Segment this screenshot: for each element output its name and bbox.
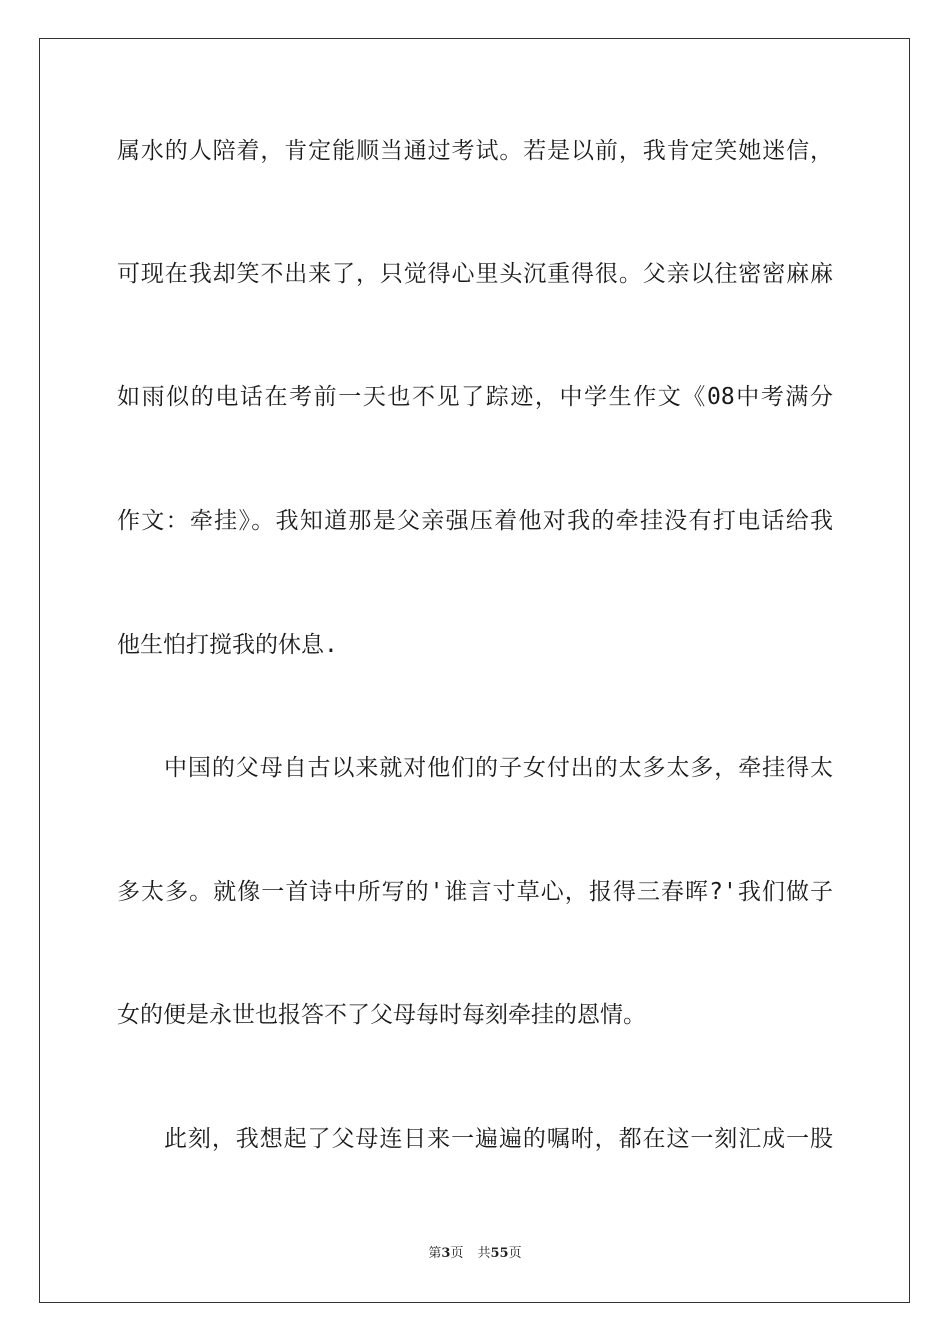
paragraph-line-1: 属水的人陪着，肯定能顺当通过考试。若是以前，我肯定笑她迷信， bbox=[117, 138, 833, 164]
page-footer bbox=[0, 1245, 950, 1263]
footer-total-prefix: 共 bbox=[477, 1246, 491, 1261]
paragraph-line-2: 可现在我却笑不出来了，只觉得心里头沉重得很。父亲以往密密麻麻 bbox=[117, 261, 833, 287]
footer-total-pages: 55 bbox=[490, 1246, 509, 1261]
footer-page-number: 3 bbox=[441, 1246, 451, 1261]
paragraph-line-9: 此刻，我想起了父母连日来一遍遍的嘱咐，都在这一刻汇成一股 bbox=[164, 1126, 833, 1152]
footer-total-suffix: 页 bbox=[508, 1246, 522, 1261]
paragraph-line-3: 如雨似的电话在考前一天也不见了踪迹，中学生作文《08中考满分 bbox=[117, 384, 833, 410]
paragraph-line-4: 作文：牵挂》。我知道那是父亲强压着他对我的牵挂没有打电话给我 bbox=[117, 508, 833, 534]
paragraph-line-7: 多太多。就像一首诗中所写的'谁言寸草心，报得三春晖?'我们做子 bbox=[117, 879, 833, 905]
paragraph-line-6: 中国的父母自古以来就对他们的子女付出的太多太多，牵挂得太 bbox=[164, 755, 833, 781]
paragraph-line-5: 他生怕打搅我的休息. bbox=[117, 632, 338, 658]
footer-page-suffix: 页 bbox=[450, 1246, 464, 1261]
footer-page-prefix: 第 bbox=[428, 1246, 442, 1261]
paragraph-line-8: 女的便是永世也报答不了父母每时每刻牵挂的恩情。 bbox=[117, 1002, 646, 1028]
page-border bbox=[39, 38, 910, 1303]
